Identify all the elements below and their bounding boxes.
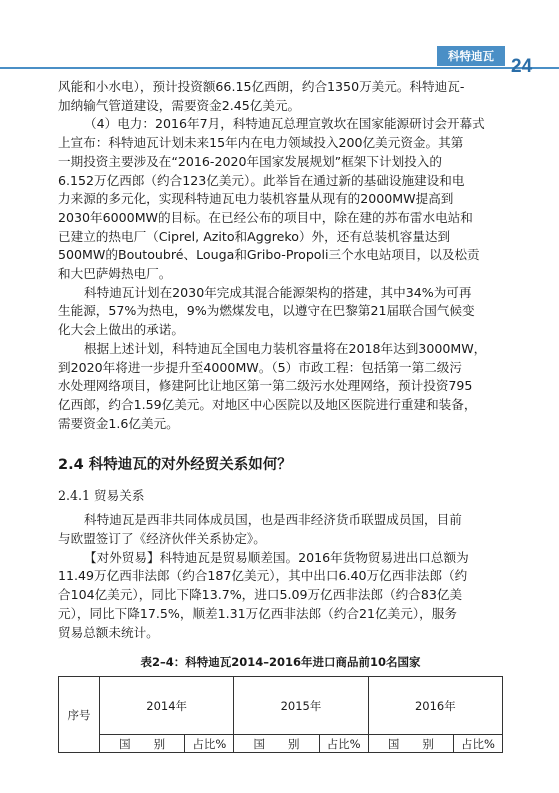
text-line: 化大会上做出的承诺。 [58,322,184,338]
paragraph [58,115,503,283]
page-body [58,78,503,753]
text-line: 水处理网络项目，修建阿比让地区第一第二级污水处理网络，预计投资795 [58,378,473,394]
text-line: （4）电力：2016年7月，科特迪瓦总理宣敦坎在国家能源研讨会开幕式 [84,116,485,132]
body-text-block-1 [58,78,503,433]
country-header-2014: 国 别 [100,735,185,753]
text-line: 2030年6000MW的目标。在已经公布的项目中，除在建的苏布雷水电站和 [58,209,473,225]
year-header-2015: 2015年 [234,677,368,735]
text-line: 生能源，57%为热电，9%为燃煤发电，以遵守在巴黎第21届联合国气候变 [58,303,475,319]
share-header-2014: 占比% [185,735,234,753]
text-line: 一期投资主要涉及在“2016-2020年国家发展规划”框架下计划投入的 [58,153,442,169]
share-header-2015: 占比% [319,735,368,753]
text-line: 力来源的多元化，实现科特迪瓦电力装机容量从现有的2000MW提高到 [58,191,454,207]
text-line: 科特迪瓦计划在2030年完成其混合能源架构的搭建，其中34%为可再 [84,284,472,300]
header-bar [0,47,490,69]
text-line: 根据上述计划，科特迪瓦全国电力装机容量将在2018年达到3000MW， [84,340,487,356]
import-countries-table [58,676,503,753]
text-line: 加纳输气管道建设，需要资金2.45亿美元。 [58,97,301,113]
text-line: 科特迪瓦是西非共同体成员国，也是西非经济货币联盟成员国，目前 [84,512,462,528]
paragraph [58,284,503,340]
section-heading: 2.4 科特迪瓦的对外经贸关系如何？ [58,457,292,474]
year-header-2016: 2016年 [368,677,502,735]
text-line: 风能和小水电），预计投资额66.15亿西朗，约合1350万美元。科特迪瓦- [58,79,465,94]
country-header-2015: 国 别 [234,735,319,753]
paragraph [58,511,503,548]
text-line: 与欧盟签订了《经济伙伴关系协定》。 [58,531,266,547]
text-line: 亿西郎，约合1.59亿美元。对地区中心医院以及地区医院进行重建和装备， [58,396,477,412]
running-header-tab: 科特迪瓦 [437,46,505,66]
paragraph [58,549,503,643]
text-line: 上宣布：科特迪瓦计划未来15年内在电力领域投入200亿美元资金。其第 [58,135,464,151]
text-line: 11.49万亿西非法郎（约合187亿美元），其中出口6.40万亿西非法郎（约 [58,568,468,584]
page-number: 24 [511,56,533,77]
text-line: 500MW的Boutoubré、Louga和Gribo-Propoli三个水电站项目，以及松贡 [58,247,480,263]
text-line: 已建立的热电厂（Ciprel, Azito和Aggreko）外，还有总装机容量达到 [58,228,451,244]
text-line: 到2020年将进一步提升至4000MW。（5）市政工程：包括第一第二级污 [58,359,462,375]
header-rule [0,67,559,69]
text-line: 和大巴萨姆热电厂。 [58,266,172,282]
body-text-block-2 [58,511,503,642]
text-line: 【对外贸易】科特迪瓦是贸易顺差国。2016年货物贸易进出口总额为 [84,549,469,565]
subsection-heading: 2.4.1 贸易关系 [58,488,145,504]
text-line: 6.152万亿西郎（约合123亿美元）。此举旨在通过新的基础设施建设和电 [58,172,465,188]
paragraph [58,78,503,115]
row-header-cell: 序号 [59,677,100,753]
year-header-2014: 2014年 [100,677,234,735]
text-line: 贸易总额未统计。 [58,624,159,640]
text-line: 元），同比下降17.5%，顺差1.31万亿西非法郎（约合21亿美元），服务 [58,605,457,621]
text-line: 合104亿美元），同比下降13.7%，进口5.09万亿西非法郎（约合83亿美 [58,587,463,603]
share-header-2016: 占比% [454,735,503,753]
table-caption: 表2–4：科特迪瓦2014–2016年进口商品前10名国家 [140,655,421,670]
country-header-2016: 国 别 [368,735,453,753]
text-line: 需要资金1.6亿美元。 [58,415,179,431]
paragraph [58,340,503,434]
